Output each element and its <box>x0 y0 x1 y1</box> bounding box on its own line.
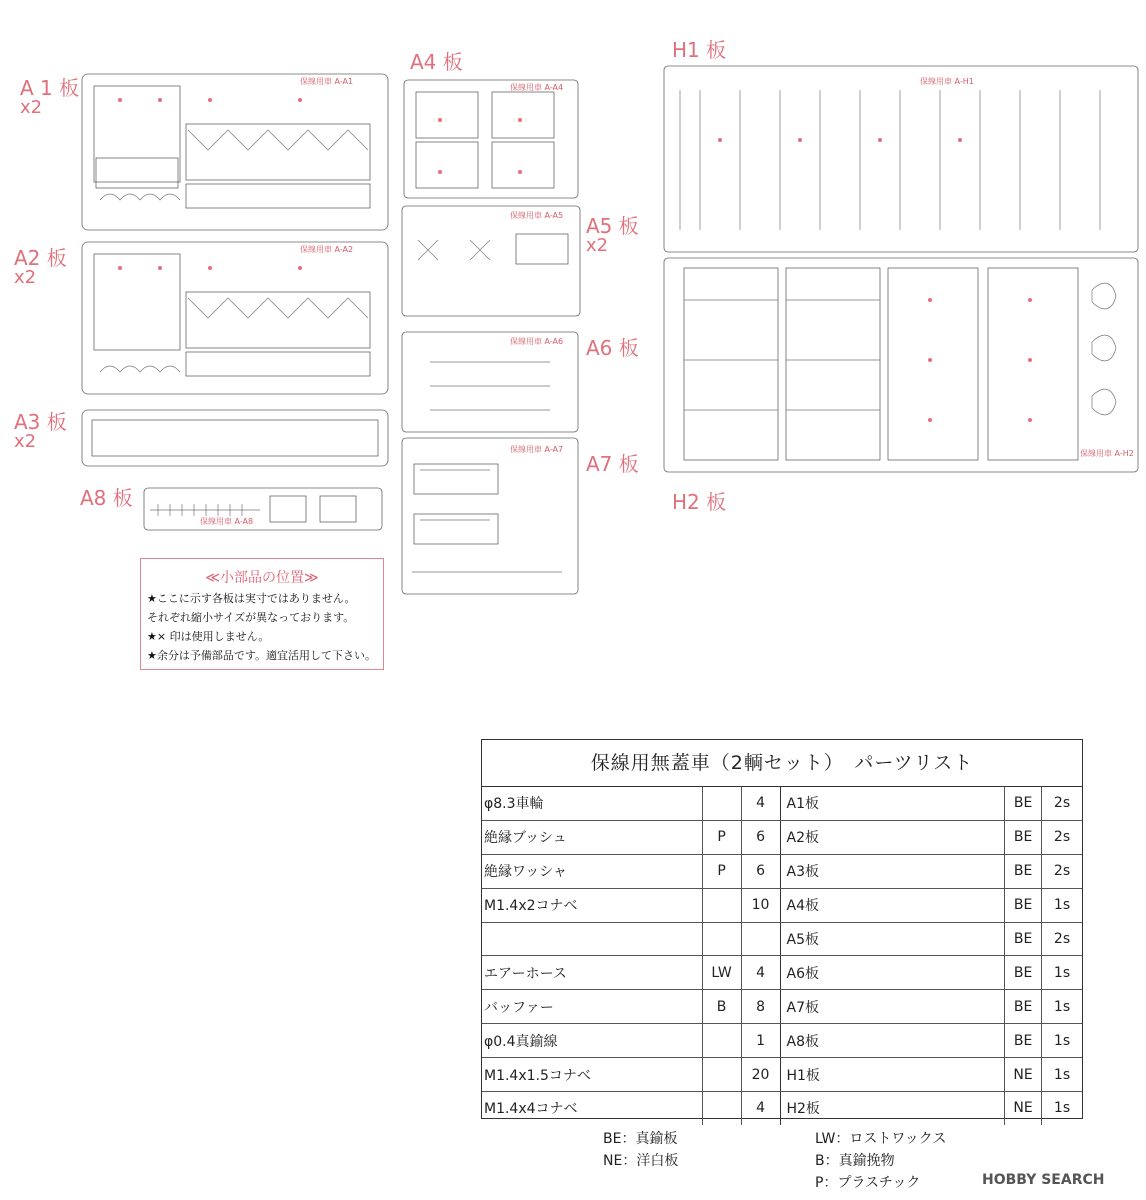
label-h2: H2 板 <box>672 490 727 514</box>
sheet-quantity: 2s <box>1053 829 1071 846</box>
sheet-a3-strip <box>92 420 378 456</box>
label-a6: A6 板 <box>586 336 639 360</box>
parts-row <box>482 821 1082 855</box>
sheet-name: A8板 <box>781 1024 1006 1057</box>
parts-list-title: 保線用無蓋車（2輌セット） パーツリスト <box>482 740 1082 787</box>
part-quantity: 6 <box>742 821 781 854</box>
part-quantity: 4 <box>742 787 781 820</box>
sheet-quantity: 2s <box>1053 863 1071 880</box>
sheet-a1-side <box>186 124 370 180</box>
part-name: バッファー <box>482 990 703 1023</box>
sheet-name: A6板 <box>781 956 1006 989</box>
sheet-a4-panel <box>492 142 554 188</box>
label-a3: A3 板 x2 <box>14 410 67 452</box>
part-quantity: 6 <box>742 855 781 888</box>
sheet-a4-panel <box>492 92 554 138</box>
sheet-a2 <box>82 242 388 394</box>
sheet-name: A4板 <box>781 889 1006 922</box>
sheet-material: NE <box>1005 1092 1042 1125</box>
sheet-material: BE <box>1005 990 1042 1023</box>
part-material <box>703 1024 742 1057</box>
note-line: ★余分は予備部品です。適宜活用して下さい。 <box>147 649 376 662</box>
part-quantity: 4 <box>742 1092 781 1125</box>
label-a8: A8 板 <box>80 486 133 510</box>
part-quantity: 8 <box>742 990 781 1023</box>
sheet-a6 <box>402 332 578 432</box>
sheet-a2-frame <box>186 352 370 376</box>
part-material: LW <box>703 956 742 989</box>
sheet-a7 <box>402 438 578 594</box>
sheet-h2-panel <box>988 268 1078 460</box>
sheet-a1 <box>82 74 388 230</box>
note-line: ★× 印は使用しません。 <box>147 630 270 643</box>
sheet-quantity: 1s <box>1053 897 1071 914</box>
part-name: M1.4x1.5コナベ <box>482 1058 703 1091</box>
sheet-a1-frame <box>186 184 370 208</box>
parts-row <box>482 990 1082 1024</box>
sheet-quantity: 1s <box>1053 1100 1071 1117</box>
sheet-name: A2板 <box>781 821 1006 854</box>
legend-ne: NE：洋白板 <box>603 1153 679 1169</box>
parts-row <box>482 1092 1082 1125</box>
sheet-a5-part <box>516 234 568 264</box>
sheet-material: BE <box>1005 787 1042 820</box>
sheet-a8-part <box>270 496 306 522</box>
sheet-material: NE <box>1005 1058 1042 1091</box>
sheet-h2-panel <box>786 268 880 460</box>
sheet-code-a4: 保線用車 A-A4 <box>510 83 564 92</box>
part-quantity: 1 <box>742 1024 781 1057</box>
sheet-a1-floor <box>94 86 180 182</box>
part-quantity: 10 <box>742 889 781 922</box>
part-material: P <box>703 821 742 854</box>
sheet-material: BE <box>1005 889 1042 922</box>
label-h1: H1 板 <box>672 38 727 62</box>
part-material: B <box>703 990 742 1023</box>
part-quantity <box>742 923 781 956</box>
sheet-name: H1板 <box>781 1058 1006 1091</box>
label-a2: A2 板 x2 <box>14 246 67 288</box>
sheet-a7-part <box>414 514 498 544</box>
parts-row <box>482 855 1082 889</box>
sheet-code-a5: 保線用車 A-A5 <box>510 211 564 220</box>
sheet-name: A5板 <box>781 923 1006 956</box>
sheet-quantity: 1s <box>1053 1066 1071 1083</box>
part-name: φ0.4真鍮線 <box>482 1024 703 1057</box>
sheet-a4-panel <box>416 142 478 188</box>
sheet-a8 <box>144 488 382 530</box>
parts-row <box>482 889 1082 923</box>
sheet-h2-panel <box>684 268 778 460</box>
parts-list-rows <box>482 787 1082 1125</box>
parts-row <box>482 956 1082 990</box>
sheet-material: BE <box>1005 1024 1042 1057</box>
label-a5: A5 板 x2 <box>586 214 639 256</box>
legend-b: B：真鍮挽物 <box>815 1153 895 1169</box>
sheet-a7-part <box>414 464 498 494</box>
parts-row <box>482 787 1082 821</box>
part-name: 絶縁ブッシュ <box>482 821 703 854</box>
note-line: それぞれ縮小サイズが異なっております。 <box>147 611 355 624</box>
part-name: エアーホース <box>482 956 703 989</box>
part-quantity: 4 <box>742 956 781 989</box>
legend-be: BE：真鍮板 <box>603 1131 678 1147</box>
sheet-h2 <box>664 258 1138 472</box>
sheet-name: H2板 <box>781 1092 1006 1125</box>
small-parts-note <box>140 558 384 670</box>
sheet-a2-side <box>186 292 370 348</box>
sheet-code-a6: 保線用車 A-A6 <box>510 337 564 346</box>
watermark: HOBBY SEARCH <box>982 1172 1105 1188</box>
part-material: P <box>703 855 742 888</box>
part-material <box>703 889 742 922</box>
part-name: 絶縁ワッシャ <box>482 855 703 888</box>
sheet-code-h1: 保線用車 A-H1 <box>920 77 974 86</box>
parts-row <box>482 923 1082 957</box>
sheet-material: BE <box>1005 923 1042 956</box>
sheet-a4-panel <box>416 92 478 138</box>
part-name: M1.4x4コナベ <box>482 1092 703 1125</box>
sheet-quantity: 1s <box>1053 964 1071 981</box>
sheet-code-h2: 保線用車 A-H2 <box>1080 449 1134 458</box>
sheet-code-a7: 保線用車 A-A7 <box>510 445 564 454</box>
legend-p: P：プラスチック <box>815 1175 921 1191</box>
sheet-a3 <box>82 410 388 466</box>
part-material <box>703 923 742 956</box>
sheet-h1 <box>664 66 1138 252</box>
part-name: M1.4x2コナベ <box>482 889 703 922</box>
sheet-name: A7板 <box>781 990 1006 1023</box>
parts-list-table <box>481 739 1083 1119</box>
sheet-a5 <box>402 206 580 316</box>
part-material <box>703 1058 742 1091</box>
sheet-name: A1板 <box>781 787 1006 820</box>
part-material <box>703 1092 742 1125</box>
label-a7: A7 板 <box>586 452 639 476</box>
sheet-code-a2: 保線用車 A-A2 <box>300 245 354 254</box>
note-title: ≪小部品の位置≫ <box>205 570 319 586</box>
sheet-code-a1: 保線用車 A-A1 <box>300 77 354 86</box>
legend-lw: LW：ロストワックス <box>815 1131 947 1147</box>
sheet-material: BE <box>1005 821 1042 854</box>
sheet-a8-part <box>320 496 356 522</box>
parts-row <box>482 1058 1082 1092</box>
sheet-quantity: 2s <box>1053 795 1071 812</box>
note-line: ★ここに示す各板は実寸ではありません。 <box>147 592 356 605</box>
label-a4: A4 板 <box>410 50 463 74</box>
sheet-a1-panel <box>96 158 178 188</box>
part-name <box>482 923 703 956</box>
sheet-a4 <box>404 80 578 198</box>
parts-row <box>482 1024 1082 1058</box>
part-quantity: 20 <box>742 1058 781 1091</box>
sheet-h2-panel <box>888 268 978 460</box>
label-a1: A 1 板 x2 <box>20 76 80 118</box>
sheet-name: A3板 <box>781 855 1006 888</box>
sheet-quantity: 1s <box>1053 998 1071 1015</box>
sheet-material: BE <box>1005 855 1042 888</box>
sheet-quantity: 2s <box>1053 931 1071 947</box>
part-name: φ8.3車輪 <box>482 787 703 820</box>
sheet-code-a8: 保線用車 A-A8 <box>200 517 254 526</box>
sheet-material: BE <box>1005 956 1042 989</box>
sheet-a2-floor <box>94 254 180 350</box>
sheet-quantity: 1s <box>1053 1032 1071 1049</box>
part-material <box>703 787 742 820</box>
